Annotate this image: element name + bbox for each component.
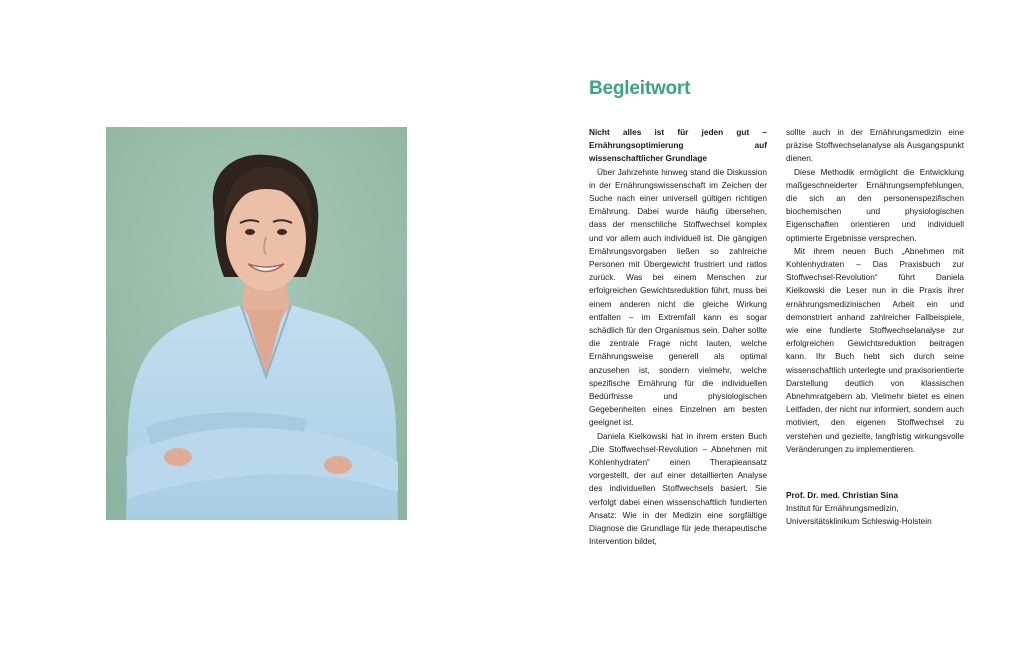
page-title: Begleitwort bbox=[589, 78, 691, 99]
paragraph: Diese Methodik ermöglicht die Entwicklung maßgeschneiderter Ernährungsempfehlungen, die sich an den personenspezifischen biochemischen und physiologischen Eigenschaften orientieren und individuell optimierte Ergebnisse versprechen. bbox=[786, 166, 964, 243]
text-column-left bbox=[589, 126, 767, 549]
signature-name: Prof. Dr. med. Christian Sina bbox=[786, 490, 899, 501]
signature-hospital: Universitätsklinikum Schleswig-Holstein bbox=[786, 516, 932, 527]
paragraph: sollte auch in der Ernährungsmedizin eine präzise Stoffwechselanalyse als Ausgangspunkt dienen. bbox=[786, 127, 964, 164]
paragraph: Über Jahrzehnte hinweg stand die Diskussion in der Ernährungswissenschaft im Zeichen der Suche nach einer universell gültigen richtigen Ernährung. Dabei wurde häufig übersehen, dass der menschliche Stoffwechsel komplex und vor allem auch individuell ist. Die gängigen Ernährungsvorgaben ließen so zahlreiche Personen mit Übergewicht frustriert und ratlos zurück. Was bei einem Menschen zur erfolgreichen Gewichtsreduktion führt, muss bei einem anderen nicht die gleiche Wirkung entfalten – im Extremfall kann es sogar schädlich für den Organismus sein. Daher sollte die zentrale Frage nicht lauten, welche Ernährungsweise generell als optimal anzusehen ist, sondern vielmehr, welche spezifische Ernährung für die individuellen Bedürfnisse und physiologischen Gegebenheiten eines Einzelnen am besten geeignet ist. bbox=[589, 166, 767, 428]
lead-heading: Nicht alles ist für jeden gut – Ernährungsoptimierung auf wissenschaftlicher Grundlage bbox=[589, 127, 767, 164]
signature bbox=[786, 489, 964, 529]
signature-institute: Institut für Ernährungsmedizin, bbox=[786, 503, 899, 514]
paragraph: Daniela Kielkowski hat in ihrem ersten Buch „Die Stoffwechsel-Revolution – Abnehmen mit Kohlenhydraten“ einen Therapieansatz vorgestellt, der auf einer detaillierten Analyse des individuellen Stoffwechsels basiert. Sie verfolgt dabei einen wissenschaftlich fundierten Ansatz: Wie in der Medizin eine sorgfältige Diagnose die Grundlage für jede therapeutische Intervention bildet, bbox=[589, 430, 767, 547]
portrait-photo bbox=[106, 127, 407, 520]
text-column-right bbox=[786, 126, 964, 529]
paragraph: Mit ihrem neuen Buch „Abnehmen mit Kohlenhydraten – Das Praxisbuch zur Stoffwechsel-Revolution“ führt Daniela Kielkowski die Leser nun in die Praxis ihrer ernährungsmedizinischen Arbeit ein und demonstriert anhand zahlreicher Fallbeispiele, wie eine fundierte Stoffwechselanalyse zur erfolgreichen Gewichtsreduktion beitragen kann. Ihr Buch hebt sich durch seine wissenschaftlich unterlegte und praxisorientierte Darstellung deutlich von klassischen Abnehmratgebern ab. Vielmehr bietet es einen Leitfaden, der nicht nur informiert, sondern auch motiviert, den eigenen Stoffwechsel zu verstehen und gezielte, langfristig wirkungsvolle Veränderungen zu implementieren. bbox=[786, 245, 964, 454]
